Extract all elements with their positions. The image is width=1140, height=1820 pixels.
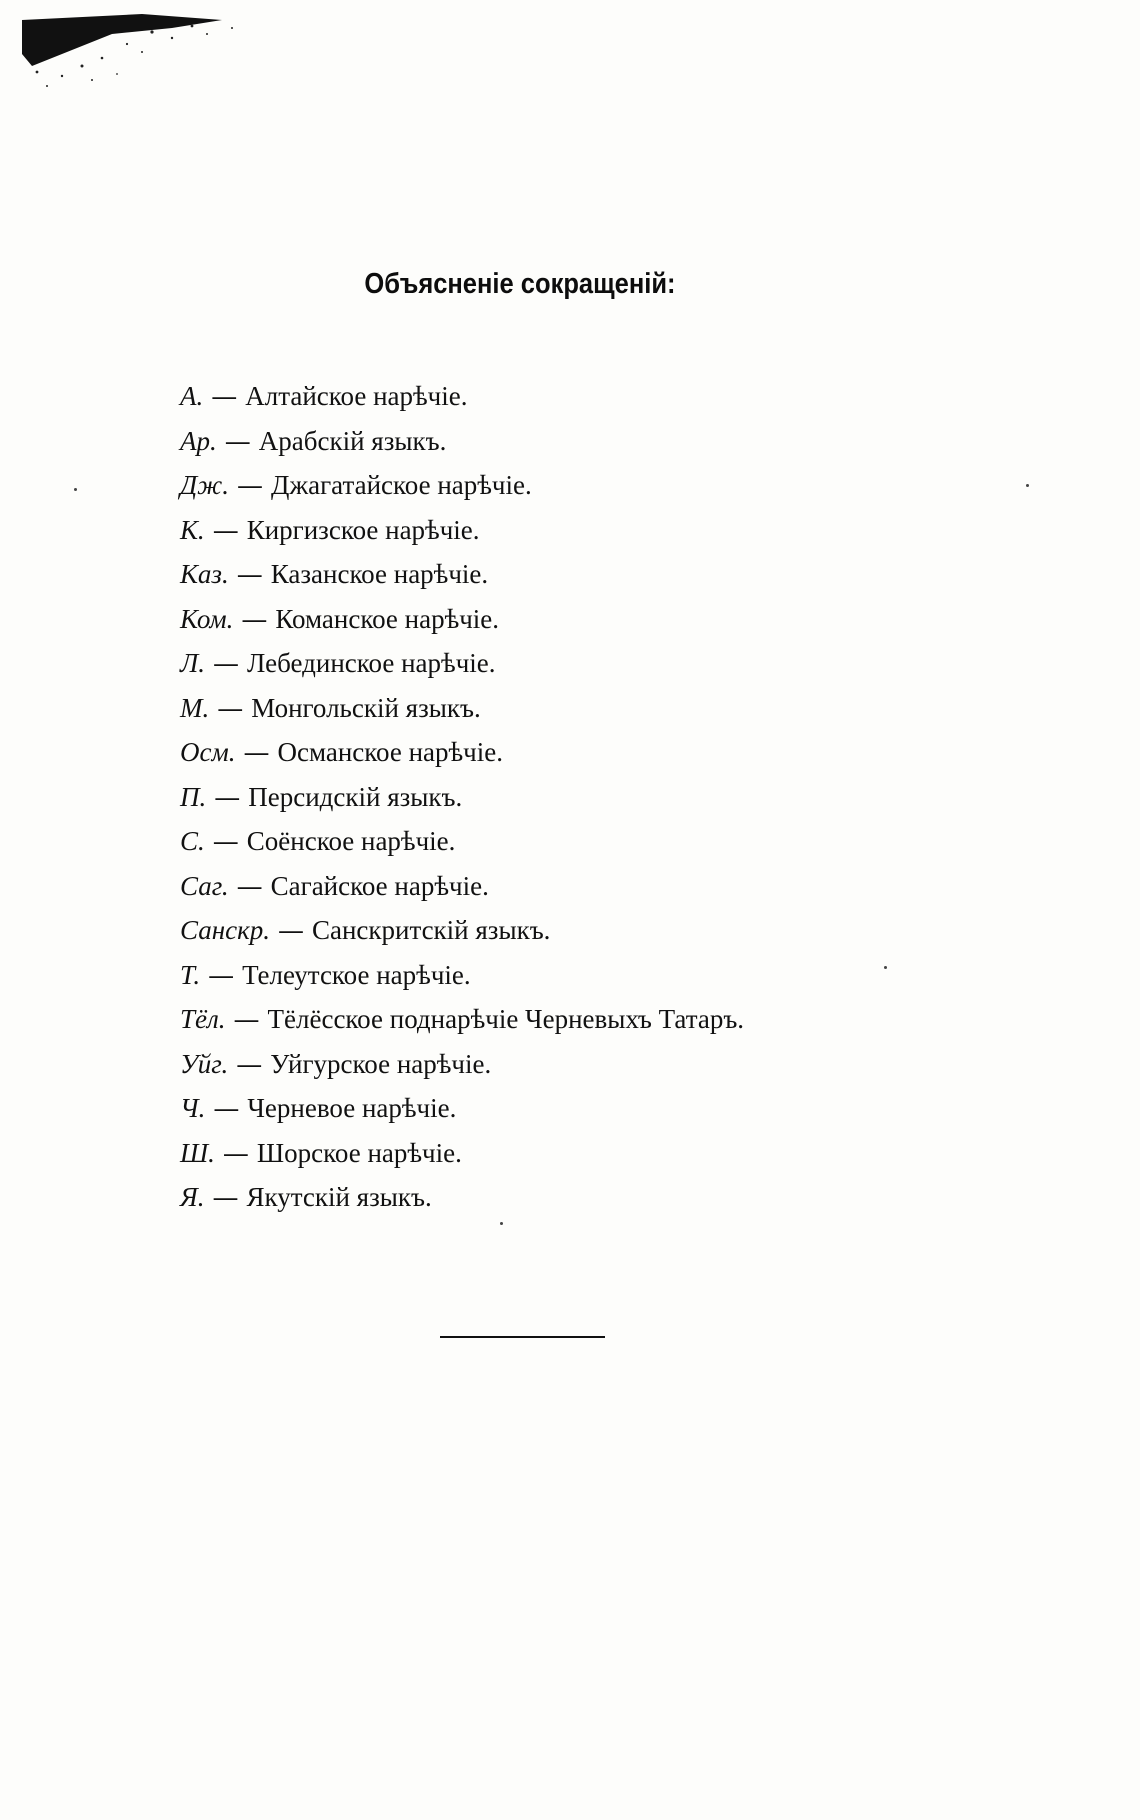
- abbreviation: Л.: [180, 648, 206, 678]
- abbreviation: П.: [180, 781, 207, 812]
- abbreviation: Каз.: [180, 559, 229, 589]
- abbreviation-meaning: Тёлёсское поднарѣчіе Черневыхъ Татаръ.: [267, 1004, 745, 1034]
- scan-speck: [1026, 484, 1029, 487]
- scan-noise-mark: [22, 14, 252, 94]
- abbreviation: М.: [180, 692, 210, 723]
- abbreviation: Санскр.: [180, 915, 270, 945]
- section-divider: [440, 1336, 605, 1338]
- abbreviation-entry: [180, 997, 1040, 1042]
- abbreviation-entry: [180, 374, 1040, 419]
- abbreviation-entry: [180, 1086, 1040, 1131]
- dash-separator: —: [236, 871, 263, 902]
- abbreviation: Ч.: [180, 1093, 206, 1123]
- dash-separator: —: [212, 1183, 239, 1213]
- abbreviation: Ком.: [180, 603, 234, 634]
- dash-separator: —: [217, 693, 244, 724]
- abbreviation-meaning: Якутскій языкъ.: [246, 1182, 432, 1212]
- dash-separator: —: [236, 1049, 263, 1080]
- abbreviation-meaning: Санскритскій языкъ.: [311, 915, 551, 945]
- abbreviation-meaning: Казанское нарѣчіе.: [270, 559, 489, 589]
- dash-separator: —: [233, 1005, 260, 1035]
- abbreviation: Т.: [180, 959, 201, 990]
- abbreviation-meaning: Алтайское нарѣчіе.: [245, 381, 468, 411]
- scan-speck: [74, 488, 77, 491]
- abbreviation: Осм.: [180, 737, 236, 767]
- abbreviation: А.: [180, 381, 204, 411]
- abbreviation: С.: [180, 826, 205, 856]
- scan-speck: [500, 1222, 503, 1225]
- abbreviation-meaning: Уйгурское нарѣчіе.: [270, 1048, 492, 1079]
- dash-separator: —: [236, 560, 263, 590]
- abbreviation-meaning: Монгольскій языкъ.: [251, 692, 481, 723]
- abbreviation: Уйг.: [180, 1048, 229, 1079]
- abbreviation: К.: [180, 514, 205, 545]
- abbreviation-entry: [180, 953, 1040, 998]
- abbreviation-meaning: Телеутское нарѣчіе.: [242, 959, 471, 990]
- abbreviation-entry: [180, 819, 1040, 864]
- abbreviation-list: [180, 374, 1040, 1220]
- abbreviation-entry: [180, 775, 1040, 820]
- abbreviation: Саг.: [180, 870, 229, 901]
- abbreviation-entry: [180, 508, 1040, 553]
- abbreviation-entry: [180, 1175, 1040, 1220]
- abbreviation-meaning: Сагайское нарѣчіе.: [270, 870, 489, 901]
- abbreviation-meaning: Черневое нарѣчіе.: [247, 1093, 457, 1123]
- abbreviation-entry: [180, 864, 1040, 909]
- abbreviation-meaning: Команское нарѣчіе.: [275, 603, 500, 634]
- abbreviation: Я.: [180, 1182, 205, 1212]
- abbreviation-entry: [180, 730, 1040, 775]
- abbreviation: Тёл.: [180, 1004, 226, 1034]
- dash-separator: —: [212, 827, 239, 857]
- abbreviation-meaning: Османское нарѣчіе.: [277, 737, 503, 767]
- abbreviation-entry: [180, 597, 1040, 642]
- abbreviation-meaning: Шорское нарѣчіе.: [256, 1137, 462, 1168]
- dash-separator: —: [213, 1094, 240, 1124]
- dash-separator: —: [243, 738, 270, 768]
- abbreviation-entry: [180, 641, 1040, 686]
- dash-separator: —: [241, 604, 268, 635]
- abbreviation-entry: [180, 552, 1040, 597]
- abbreviation-entry: [180, 463, 1040, 508]
- dash-separator: —: [214, 782, 241, 813]
- dash-separator: —: [208, 960, 235, 991]
- dash-separator: —: [277, 916, 304, 946]
- abbreviation: Ар.: [180, 425, 217, 456]
- abbreviation-meaning: Киргизское нарѣчіе.: [246, 514, 480, 545]
- abbreviation: Дж.: [180, 470, 230, 500]
- abbreviation-entry: [180, 686, 1040, 731]
- abbreviation-meaning: Арабскій языкъ.: [258, 425, 447, 456]
- dash-separator: —: [224, 426, 251, 457]
- dash-separator: —: [211, 382, 238, 412]
- dash-separator: —: [212, 515, 239, 546]
- abbreviation-meaning: Лебединское нарѣчіе.: [247, 648, 496, 678]
- abbreviation-meaning: Соёнское нарѣчіе.: [246, 826, 456, 856]
- abbreviation-meaning: Персидскій языкъ.: [248, 781, 463, 812]
- scan-speck: [884, 966, 887, 969]
- dash-separator: —: [213, 649, 240, 679]
- abbreviation-meaning: Джагатайское нарѣчіе.: [271, 470, 532, 500]
- dash-separator: —: [222, 1138, 249, 1169]
- dash-separator: —: [237, 471, 264, 501]
- abbreviation-entry: [180, 1131, 1040, 1176]
- abbreviation-entry: [180, 419, 1040, 464]
- abbreviation-entry: [180, 1042, 1040, 1087]
- page-title: Объясненіе сокращеній:: [364, 268, 676, 300]
- abbreviation-entry: [180, 908, 1040, 953]
- abbreviation: Ш.: [180, 1137, 215, 1168]
